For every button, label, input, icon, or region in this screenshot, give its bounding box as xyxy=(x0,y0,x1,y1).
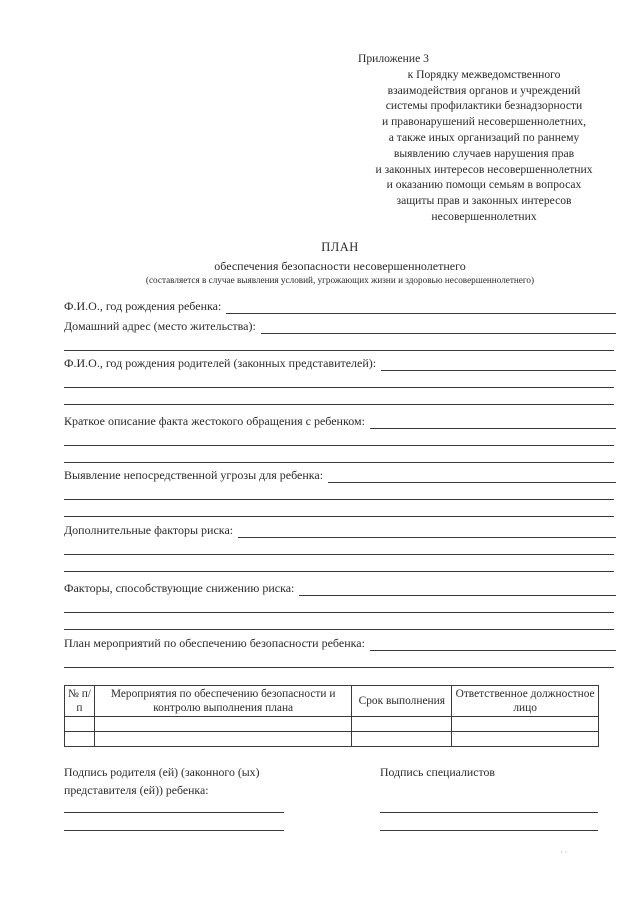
blank-line[interactable] xyxy=(64,388,614,405)
appendix-number: Приложение 3 xyxy=(358,52,429,65)
blank-line[interactable] xyxy=(64,538,614,555)
plan-subtitle: обеспечения безопасности несовершеннолетнего xyxy=(214,259,466,273)
parent-signature-line[interactable] xyxy=(64,830,284,831)
table-row xyxy=(65,732,599,747)
safety-plan-field[interactable] xyxy=(64,635,616,668)
blank-line[interactable] xyxy=(64,613,614,630)
direct-threat-input[interactable] xyxy=(328,470,616,483)
home-address-label: Домашний адрес (место жительства): xyxy=(64,319,256,333)
abuse-description-input[interactable] xyxy=(370,416,616,429)
risk-reducing-input[interactable] xyxy=(299,583,616,596)
table-cell[interactable] xyxy=(65,732,95,747)
scan-speck: · · xyxy=(560,848,568,857)
appendix-header xyxy=(344,51,624,225)
blank-line[interactable] xyxy=(64,446,614,463)
blank-line[interactable] xyxy=(64,429,614,446)
table-cell[interactable] xyxy=(452,732,599,747)
blank-line[interactable] xyxy=(64,651,614,668)
home-address-input[interactable] xyxy=(261,321,616,334)
safety-plan-label: План мероприятий по обеспечению безопасности ребенка: xyxy=(64,636,365,650)
specialists-signature-label xyxy=(380,763,600,781)
blank-line[interactable] xyxy=(64,371,614,388)
appendix-line: взаимодействия органов и учреждений xyxy=(387,83,581,97)
appendix-line: системы профилактики безнадзорности xyxy=(385,99,583,113)
table-cell[interactable] xyxy=(352,717,452,732)
parents-name-label: Ф.И.О., год рождения родителей (законных представителей): xyxy=(64,356,377,370)
parent-signature-label-line2: представителя (ей)) ребенка: xyxy=(64,783,209,797)
parents-name-input[interactable] xyxy=(381,358,616,371)
parent-signature-line[interactable] xyxy=(64,812,284,813)
additional-risks-label: Дополнительные факторы риска: xyxy=(64,523,234,537)
abuse-description-field[interactable] xyxy=(64,413,616,463)
child-name-label: Ф.И.О., год рождения ребенка: xyxy=(64,299,222,313)
plan-title-block xyxy=(60,239,620,286)
column-header-number: № п/п xyxy=(65,686,95,717)
column-header-measures: Мероприятия по обеспечению безопасности и контролю выполнения плана xyxy=(94,686,351,717)
parent-signature-label xyxy=(64,763,284,799)
child-name-field[interactable] xyxy=(64,298,616,314)
appendix-line: несовершеннолетних xyxy=(431,209,537,223)
plan-note: (составляется в случае выявления условий, угрожающих жизни и здоровью несовершеннолетнего) xyxy=(145,275,535,285)
specialists-signature-text: Подпись специалистов xyxy=(380,765,495,779)
additional-risks-field[interactable] xyxy=(64,522,616,572)
table-row xyxy=(65,717,599,732)
specialist-signature-line[interactable] xyxy=(380,812,598,813)
appendix-line: и оказанию помощи семьям в вопросах xyxy=(386,178,582,192)
appendix-line: к Порядку межведомственного xyxy=(407,67,561,81)
table-cell[interactable] xyxy=(65,717,95,732)
risk-reducing-field[interactable] xyxy=(64,580,616,630)
column-header-deadline: Срок выполнения xyxy=(352,686,452,717)
appendix-line: и законных интересов несовершеннолетних xyxy=(375,162,593,176)
blank-line[interactable] xyxy=(64,334,614,351)
blank-line[interactable] xyxy=(64,483,614,500)
risk-reducing-label: Факторы, способствующие снижению риска: xyxy=(64,581,295,595)
plan-title: ПЛАН xyxy=(321,240,359,254)
table-cell[interactable] xyxy=(94,717,351,732)
child-name-input[interactable] xyxy=(226,301,616,314)
appendix-line: и правонарушений несовершеннолетних, xyxy=(382,115,586,129)
abuse-description-label: Краткое описание факта жестокого обращения с ребенком: xyxy=(64,414,365,428)
table-cell[interactable] xyxy=(94,732,351,747)
appendix-line: выявлению случаев нарушения прав xyxy=(393,146,575,160)
safety-plan-input[interactable] xyxy=(370,638,616,651)
appendix-line: а также иных организаций по раннему xyxy=(388,130,580,144)
parents-name-field[interactable] xyxy=(64,355,616,405)
measures-table xyxy=(64,685,599,747)
column-header-responsible: Ответственное должностное лицо xyxy=(452,686,599,717)
blank-line[interactable] xyxy=(64,500,614,517)
additional-risks-input[interactable] xyxy=(238,525,616,538)
blank-line[interactable] xyxy=(64,596,614,613)
direct-threat-field[interactable] xyxy=(64,467,616,517)
table-cell[interactable] xyxy=(452,717,599,732)
home-address-field[interactable] xyxy=(64,318,616,351)
parent-signature-label-line1: Подпись родителя (ей) (законного (ых) xyxy=(64,765,260,779)
appendix-line: защиты прав и законных интересов xyxy=(396,194,572,208)
table-cell[interactable] xyxy=(352,732,452,747)
specialist-signature-line[interactable] xyxy=(380,830,598,831)
direct-threat-label: Выявление непосредственной угрозы для ребенка: xyxy=(64,468,324,482)
blank-line[interactable] xyxy=(64,555,614,572)
table-header-row xyxy=(65,686,599,717)
